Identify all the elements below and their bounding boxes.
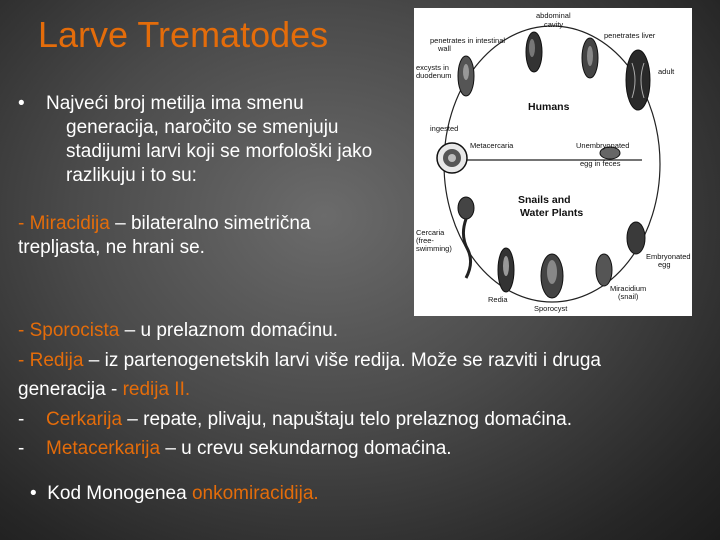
miracidija-desc-1: – bilateralno simetrična: [109, 213, 311, 234]
intro-line-1: Najveći broj metilja ima smenu: [46, 93, 304, 114]
cerkarija-term: Cerkarija: [46, 408, 123, 430]
label-swimming: swimming): [416, 244, 452, 253]
miracidija-term: Miracidija: [29, 213, 110, 234]
label-sporocyst: Sporocyst: [534, 304, 568, 313]
label-penetrates-intestinal: penetrates in intestinal: [430, 36, 506, 45]
miracidija-desc-2: trepljasta, ne hrani se.: [18, 237, 205, 258]
redia-icon: [498, 248, 514, 292]
intro-line-3: stadijumi larvi koji se morfološki jako: [66, 141, 373, 162]
label-penetrates-liver: penetrates liver: [604, 31, 656, 40]
lifecycle-figure: [414, 8, 692, 316]
label-adult: adult: [658, 67, 675, 76]
label-cercaria: Cercaria: [416, 228, 445, 237]
label-unembryonated: Unembryonated: [576, 141, 630, 150]
label-snail: (snail): [618, 292, 639, 301]
metacerkarija-term: Metacerkarija: [46, 438, 161, 459]
miracidija-prefix: -: [18, 213, 30, 234]
monogenea-bullet-paragraph: [30, 482, 319, 506]
embryonated-egg-icon: [627, 222, 645, 254]
label-water-plants: Water Plants: [520, 207, 584, 219]
label-metacercaria: Metacercaria: [470, 141, 514, 150]
metacerkarija-desc: – u crevu sekundarnog domaćina.: [160, 438, 452, 459]
label-ingested: ingested: [430, 124, 459, 133]
excysted-larva-icon: [458, 56, 474, 96]
label-redia: Redia: [488, 295, 508, 304]
label-egg-in-feces: egg in feces: [580, 159, 621, 168]
onkomiracidija-term: onkomiracidija: [191, 483, 314, 504]
miracidija-paragraph: [18, 212, 418, 260]
label-miracidium: Miracidium: [610, 284, 647, 293]
label-cavity: cavity: [544, 20, 564, 29]
lifecycle-diagram: [414, 8, 692, 316]
cerkarija-desc: – repate, plivaju, napuštaju telo prelaznog domaćina.: [122, 408, 572, 430]
label-humans: Humans: [528, 101, 570, 113]
bullet-icon: •: [18, 93, 25, 114]
label-embryonated: Embryonated: [646, 252, 691, 261]
intro-bullet-paragraph: [18, 92, 418, 188]
label-excysts-in: excysts in: [416, 63, 449, 72]
metacercaria-cyst-icon: [437, 143, 467, 173]
monogenea-suffix: .: [313, 483, 319, 504]
slide-title: Larve Trematodes: [38, 14, 329, 55]
liver-fluke-juvenile-icon: [582, 38, 598, 78]
label-free: (free-: [416, 236, 434, 245]
label-duodenum: duodenum: [416, 71, 452, 80]
miracidium-icon: [596, 254, 612, 286]
intro-line-4: razlikuju i to su:: [66, 165, 197, 186]
redija-prefix: -: [18, 349, 30, 371]
sporocista-prefix: -: [18, 320, 30, 341]
redija-ii-term: redija II: [122, 379, 185, 400]
label-abdominal: abdominal: [536, 11, 571, 20]
redija-desc: – iz partenogenetskih larvi više redija. Može se razviti i druga: [83, 349, 601, 371]
label-snails: Snails and: [518, 194, 571, 206]
sporocista-term: Sporocista: [29, 320, 120, 341]
cerkarija-prefix: -: [18, 408, 25, 430]
stages-paragraph: [18, 316, 718, 464]
sporocyst-icon: [541, 254, 563, 298]
redija-term: Redija: [29, 349, 84, 371]
sporocista-desc: – u prelaznom domaćinu.: [119, 320, 339, 341]
label-egg: egg: [658, 260, 671, 269]
redija-line2-prefix: generacija -: [18, 379, 123, 400]
adult-fluke-icon: [626, 50, 650, 110]
redija-line2-suffix: .: [184, 379, 191, 400]
abdominal-cavity-larva-icon: [526, 32, 542, 72]
intro-line-2: generacija, naročito se smenjuju: [66, 117, 339, 138]
monogenea-text: Kod Monogenea: [47, 483, 192, 504]
label-wall: wall: [438, 44, 451, 53]
bullet-icon: •: [30, 483, 37, 504]
metacerkarija-prefix: -: [18, 438, 25, 459]
